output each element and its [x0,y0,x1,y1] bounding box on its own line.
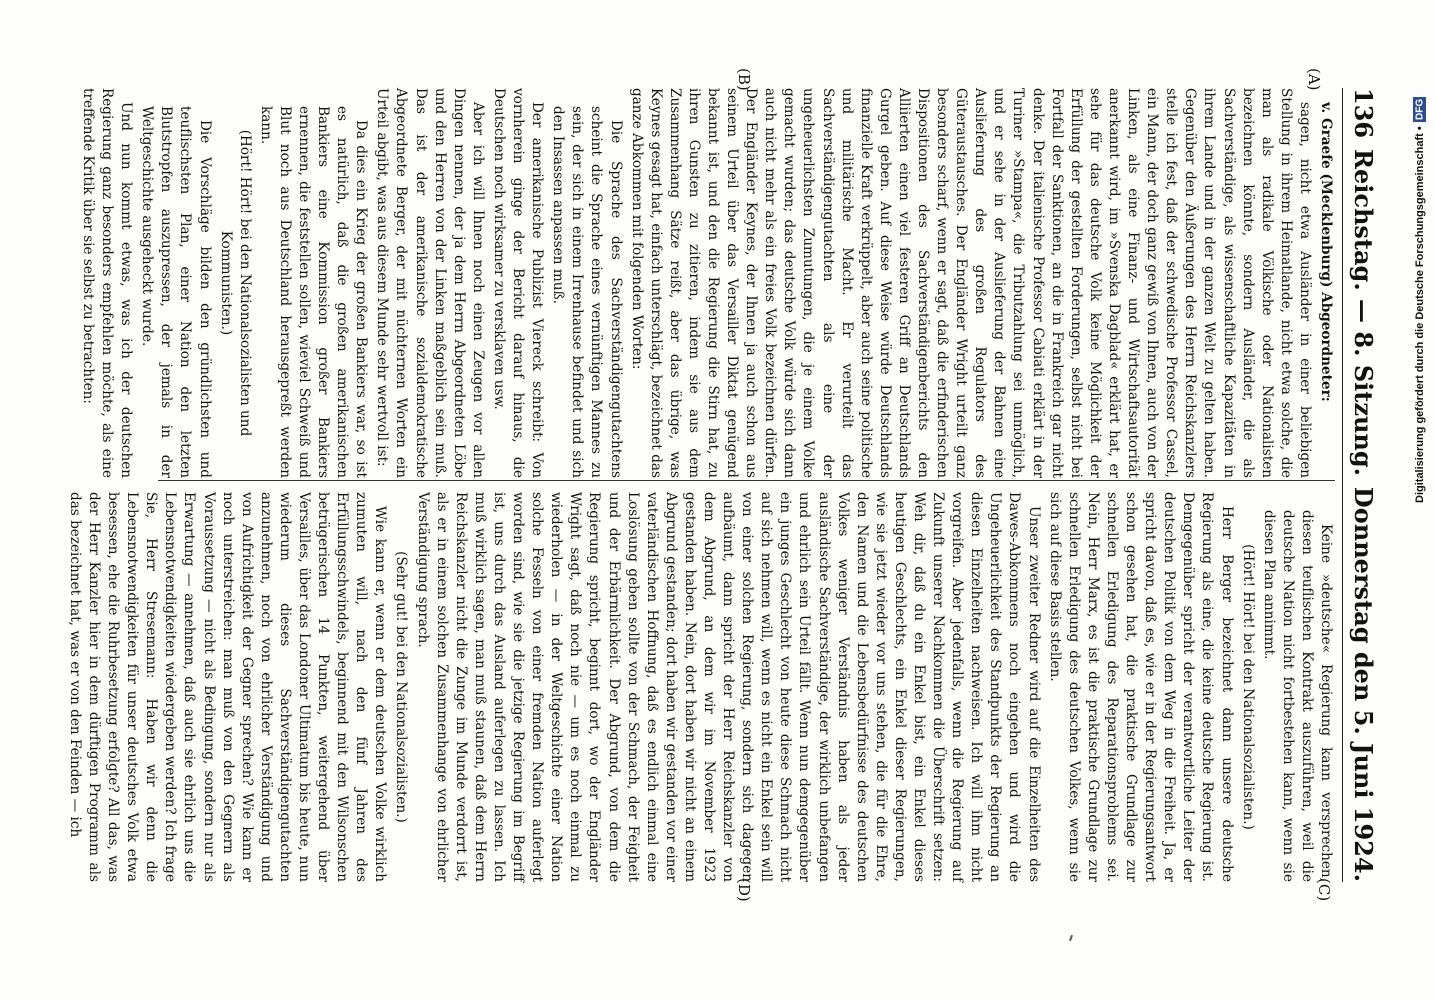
margin-mark-c: (C) [1315,878,1333,902]
left-text-column [80,88,1335,478]
rotated-page-content [66,68,1393,902]
right-text-column [66,492,1335,882]
margin-mark-d: (D) [735,878,753,902]
credit-text: Digitalisierung gefördert durch die Deutsche Forschungsgemeinschaft • [1414,126,1426,503]
paragraph: Herr Berger bezeichnet dann unsere deutsche Regierung als eine, die keine deutsche Regierung ist. Demgegenüber spricht der verantwortliche Leiter der deutschen Politik von dem Weg in die Freiheit. Ja, er spricht davon, daß es, wie er in der Regierungsantwort schon gesehen hat, die praktische Grundlage zur schnellen Erledigung des Reparationsproblems sei. Nein, Herr Marx, es ist die praktische Grundlage zur schnellen Erledigung des deutschen Volkes, wenn sie sich auf diese Basis stellen. [1046,492,1235,882]
paragraph: Keine »deutsche« Regierung kann versprechen, diesen teuflischen Kontrakt auszuführen, weil die deutsche Nation nicht fortbestehen kann, wenn sie diesen Plan annimmt. [1260,510,1334,882]
paragraph: Die Sprache des Sachverständigengutachtens scheint die Sprache eines vernünftigen Mannes zu sein, der sich in einem Irrenhause befindet und sich den Insassen anpassen muß. [550,106,624,478]
paragraph: Der amerikanische Publizist Viereck schreibt: Von vornherein ginge der Bericht darauf hinaus, die Deutschen noch wirksamer zu versklaven usw. [490,88,546,478]
scan-speck [1069,935,1073,941]
session-title: Reichstag. — 8. Sitzung. [1349,149,1379,477]
margin-mark-a: (A) [1305,68,1323,91]
paragraph: Da dies ein Krieg der großen Bankiers war, so ist es natürlich, daß die großen amerikanischen Bankiers eine Kommission großer Bankiers ernennen, die feststellen sollen, wieviel Schweiß und Blut noch aus Deutschland herausgepreßt werden kann. [257,106,370,478]
paragraph: (Sehr gut! bei den Nationalsozialisten.) [393,551,410,823]
paragraph: (Hört! Hört! bei den Nationalsozialisten und Kommunisten.) [217,129,253,437]
column-divider [158,480,1335,481]
session-date: Donnerstag den 5. Juni 1924. [1349,486,1379,882]
margin-mark-b: (B) [735,68,753,91]
paragraph: Wie kann er, wenn er dem deutschen Volke wirklich zumuten will, nach den fünf Jahren des Erfüllungsschwindels, beginnend mit den Wilsonschen betrügerischen 14 Punkten, weitergehend über Versailles, über das Londoner Ultimatum bis heute, nun wiederum dieses Sachverständigengutachten anzunehmen, noch von ehrlicher Verständigung und von Aufrichtigkeit der Gegner sprechen? Wie kann er noch unterstreichen: man muß von den Gegnern als Voraussetzung — nicht als Bedingung, sondern nur als Erwartung — annehmen, daß auch sie ehrlich uns die Lebensnotwendigkeiten wiedergeben werden? Ich frage Sie, Herr Stresemann: Haben wir denn die Lebensnotwendigkeiten für unser deutsches Volk etwa besessen, ehe die Ruhrbesetzung erfolgte? All das, was der Herr Kanzler hier in dem dürftigen Programm als das bezeichnet hat, was er von den Feinden — ich [66,492,389,882]
digitization-credit [1410,20,1430,580]
paragraph: Aber ich will Ihnen noch einen Zeugen vor allen Dingen nennen, der ja dem Herrn Abgeordneten Löbe und den Herren von der Linken maßgeblich sein muß. Das ist der amerikanische sozialdemokratische Abgeordnete Berger, der mit nüchternen Worten ein Urteil abgibt, was aus diesem Munde sehr wertvoll ist: [374,88,486,478]
paragraph: (Hört! Hört! bei den Nationalsozialisten.) [1239,544,1256,830]
paragraph: Die Vorschläge bilden den gründlichsten und teuflischsten Plan, einer Nation den letzten Blutstropfen auszupressen, der jemals in der Weltgeschichte ausgeheckt wurde. [139,106,213,478]
paragraph: sagen, nicht etwa Ausländer in einer beliebigen Stellung in ihrem Heimatlande, nicht etwa solche, die man als radikale Völkische oder Nationalisten bezeichnen könnte, sondern Ausländer, die als Sachverständige, als wissenschaftliche Kapazitäten in ihrem Lande und in der ganzen Welt zu gelten haben. Gegenüber den Äußerungen des Herrn Reichskanzlers stelle ich fest, daß der schwedische Professor Cassel, ein Mann, der doch ganz gewiß von Ihnen, auch von der Linken, als eine Finanz- und Wirtschaftsautorität anerkannt wird, im »Svenska Dagblad« erklärt hat, er sehe für das deutsche Volk keine Möglichkeit der Erfüllung der gestellten Forderungen, selbst nicht bei Fortfall der Sanktionen, an die in Frankreich gar nicht denke. Der italienische Professor Cabiati erklärt in der Turiner »Stampa«, die Tributzahlung sei unmöglich, und er sehe in der Auslieferung der Bahnen eine Auslieferung des großen Regulators des Güteraustausches. Der Engländer Wright urteilt ganz besonders scharf, wenn er sagt, daß die erfinderischen Dispositionen des Sachverständigenberichts den Alliierten einen viel festeren Griff an Deutschlands Gurgel geben. Auf diese Weise würde Deutschlands finanzielle Kraft verkrüppelt, aber auch seine politische und militärische Macht. Er verurteilt das Sachverständigengutachten als eine der ungeheuerlichsten Zumutungen, die je einem Volke gemacht wurden; das deutsche Volk würde sich dann auch nicht mehr als ein freies Volk bezeichnen dürfen. Der Engländer Keynes, der Ihnen ja auch schon aus seinem Urteil über das Versailler Diktat genügend bekannt ist, und den die Regierung die Stirn hat, zu ihren Gunsten zu zitieren, indem sie aus dem Zusammenhang Sätze reißt, aber das übrige, was Keynes gesagt hat, einfach unterschlägt, bezeichnet das ganze Abkommen mit folgenden Worten: [628,88,1313,478]
paragraph: Unser zweiter Redner wird auf die Einzelheiten des Dawes-Abkommens noch eingehen und wird die Ungeheuerlichkeit des Standpunkts der Regierung an diesen Einzelheiten nachweisen. Ich will ihm nicht vorgreifen. Aber jedenfalls, wenn die Regierung auf Zukunft unserer Nachkommen die Überschrift setzen: Weh dir, daß du ein Enkel bist, ein Enkel dieses heutigen Geschlechts, ein Enkel dieser Regierungen, wie sie jetzt wieder vor uns stehen, die für die Ehre, den Namen und die Lebensbedürfnisse des deutschen Volkes weniger Verständnis haben als jeder ausländische Sachverständige, der wirklich unbefangen und ehrlich sein Urteil fällt. Wenn nun demgegenüber ein junges Geschlecht von heute diese Schmach nicht auf sich nehmen will, wenn es nicht ein Enkel sein will von einer solchen Regierung, sondern sich dagegen aufbäumt, dann spricht der Herr Reichskanzler von dem Abgrund, an dem wir im November 1923 gestanden haben. Nein, dort haben wir nicht an einem Abgrund gestanden; dort haben wir gestanden vor einer vaterländischen Hoffnung, daß es endlich einmal eine Loslösung geben sollte von der Schmach, der Feigheit und der Erbärmlichkeit. Der Abgrund, von dem die Regierung spricht, beginnt dort, wo der Engländer Wright sagt, daß noch nie — um es noch einmal zu wiederholen — in der Weltgeschichte einer Nation solche Fesseln von einer fremden Nation auferlegt worden sind, wie sie die jetzige Regierung im Begriff ist, uns durch das Ausland auferlegen zu lassen. Ich muß wirklich sagen, man muß staunen, daß dem Herrn Reichskanzler nicht die Zunge im Munde verdorrt ist, als er in einem solchen Zusammenhange von ehrlicher Verständigung sprach. [414,492,1042,882]
dfg-logo: DFG [1414,99,1426,121]
page-number: 136 [1349,88,1379,139]
paragraph: v. Graefe (Mecklenburg) Abgeordneter: [1318,102,1334,402]
paragraph: Und nun kommt etwas, was ich der deutschen Regierung ganz besonders empfehlen möchte, als eine treffende Kritik über sie selbst zu betrachten: [80,88,135,478]
page-header [1342,88,1385,882]
